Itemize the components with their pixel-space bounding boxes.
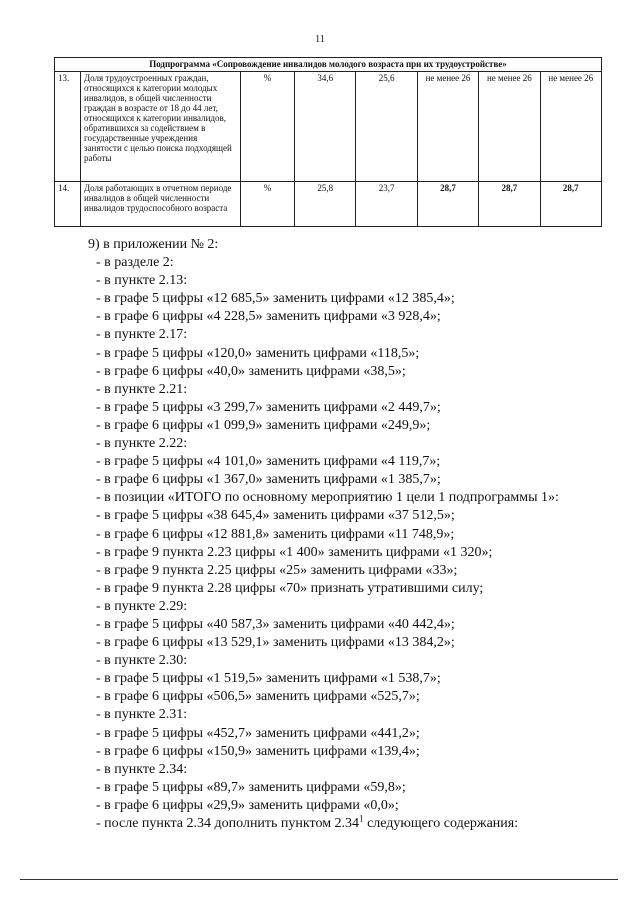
row-value: 25,6 (356, 72, 417, 182)
amendment-line: - в пункте 2.29: (96, 598, 188, 614)
amendment-text: следующего содержания: (363, 816, 519, 831)
amendment-line: - в графе 6 цифры «13 529,1» заменить цифрами «13 384,2»; (96, 635, 455, 651)
amendment-line: - в пункте 2.21: (96, 381, 188, 397)
footer-rule (20, 879, 618, 880)
amendment-line: - в графе 6 цифры «1 367,0» заменить цифрами «1 385,7»; (96, 472, 441, 488)
amendment-line: - в графе 5 цифры «452,7» заменить цифрами «441,2»; (96, 725, 420, 741)
amendments-list (88, 236, 616, 833)
amendment-line: - в графе 5 цифры «1 519,5» заменить цифрами «1 538,7»; (96, 671, 441, 687)
point-superscript: 1 (359, 813, 364, 824)
row-value: не менее 26 (540, 72, 601, 182)
subprogram-header-row (55, 58, 602, 72)
amendment-line: - в пункте 2.22: (96, 436, 188, 452)
row-description: Доля трудоустроенных граждан, относящихся к категории молодых инвалидов, в общей численности граждан в возрасте от 18 до 44 лет, относящихся к категории инвалидов, обратившихся за содействием в государственные учреждения занятости с целью поиска подходящей работы (81, 72, 241, 182)
row-value: 28,7 (540, 182, 601, 227)
amendment-line: - в графе 6 цифры «12 881,8» заменить цифрами «11 748,9»; (96, 526, 455, 542)
amendment-line: - в графе 6 цифры «150,9» заменить цифрами «139,4»; (96, 743, 420, 759)
row-value: 34,6 (295, 72, 356, 182)
amendment-line: - в графе 5 цифры «4 101,0» заменить цифрами «4 119,7»; (96, 454, 441, 470)
subprogram-header: Подпрограмма «Сопровождение инвалидов молодого возраста при их трудоустройстве» (55, 58, 602, 72)
amendment-line: - в пункте 2.17: (96, 327, 188, 343)
amendment-line: - в графе 9 пункта 2.23 цифры «1 400» заменить цифрами «1 320»; (96, 544, 493, 560)
row-number: 14. (55, 182, 81, 227)
row-value: не менее 26 (479, 72, 540, 182)
row-value: не менее 26 (417, 72, 478, 182)
amendment-line: - в графе 9 пункта 2.25 цифры «25» заменить цифрами «33»; (96, 562, 458, 578)
row-description: Доля работающих в отчетном периоде инвалидов в общей численности инвалидов трудоспособного возраста (81, 182, 241, 227)
amendment-line: - в графе 6 цифры «506,5» заменить цифрами «525,7»; (96, 689, 420, 705)
row-value: 23,7 (356, 182, 417, 227)
amendment-line: 9) в приложении № 2: (88, 237, 219, 252)
page-number: 11 (315, 34, 325, 45)
amendment-line: - в разделе 2: (96, 255, 174, 271)
amendment-line: - в графе 5 цифры «89,7» заменить цифрами «59,8»; (96, 779, 406, 795)
amendment-line: - в позиции «ИТОГО по основному мероприятию 1 цели 1 подпрограммы 1»: (96, 490, 559, 506)
amendment-line: - в графе 6 цифры «4 228,5» заменить цифрами «3 928,4»; (96, 309, 441, 325)
indicators-table (54, 57, 602, 227)
row-value: 25,8 (295, 182, 356, 227)
row-value: 28,7 (479, 182, 540, 227)
amendment-line: - в графе 6 цифры «40,0» заменить цифрами «38,5»; (96, 363, 406, 379)
amendment-line: - в графе 5 цифры «3 299,7» заменить цифрами «2 449,7»; (96, 399, 441, 415)
amendment-line: - в пункте 2.13: (96, 273, 188, 289)
amendment-line: - в пункте 2.34: (96, 761, 188, 777)
row-unit: % (241, 72, 295, 182)
amendment-line: - в графе 5 цифры «120,0» заменить цифрами «118,5»; (96, 345, 420, 361)
amendment-line: - в пункте 2.31: (96, 707, 188, 723)
amendment-line: - в графе 6 цифры «29,9» заменить цифрами «0,0»; (96, 797, 399, 813)
table-row (55, 182, 602, 227)
amendment-text: - после пункта 2.34 дополнить пунктом 2.34 (96, 816, 360, 831)
amendment-line: - в пункте 2.30: (96, 653, 188, 669)
row-value: 28,7 (417, 182, 478, 227)
amendment-line: - в графе 5 цифры «40 587,3» заменить цифрами «40 442,4»; (96, 616, 455, 632)
amendment-line-last (96, 815, 616, 833)
row-number: 13. (55, 72, 81, 182)
row-unit: % (241, 182, 295, 227)
amendment-line: - в графе 5 цифры «38 645,4» заменить цифрами «37 512,5»; (96, 508, 455, 524)
table-row (55, 72, 602, 182)
amendment-line: - в графе 9 пункта 2.28 цифры «70» признать утратившими силу; (96, 580, 484, 596)
amendment-line: - в графе 6 цифры «1 099,9» заменить цифрами «249,9»; (96, 417, 431, 433)
amendment-line: - в графе 5 цифры «12 685,5» заменить цифрами «12 385,4»; (96, 291, 455, 307)
